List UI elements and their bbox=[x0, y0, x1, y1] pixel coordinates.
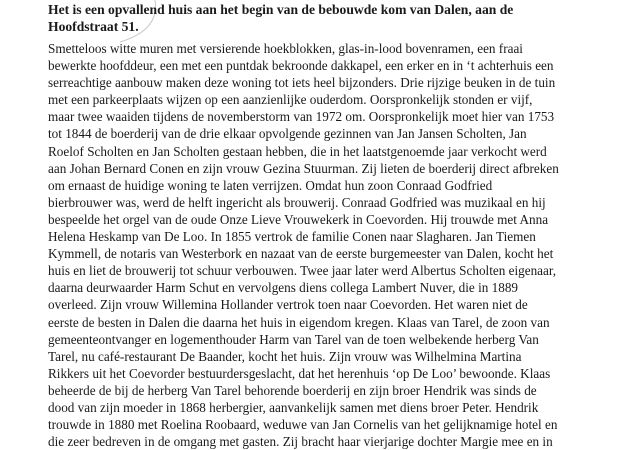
body-line: Smetteloos witte muren met versierende hoekblokken, glas-in-lood bovenramen, een fraai bbox=[48, 41, 523, 56]
body-line: overleed. Zijn vrouw Willemina Hollander vertrok toen naar Coevorden. Het waren niet de bbox=[48, 297, 528, 313]
article-heading bbox=[48, 1, 608, 35]
body-line: Roelof Scholten en Jan Scholten gestaan hebben, die in het laatstgenoemde jaar verkocht werd bbox=[48, 143, 547, 159]
article-body bbox=[48, 40, 608, 450]
body-line: bierbrouwer was, werd de helft ingericht als brouwerij. Conraad Godfried was muzikaal en hij bbox=[48, 194, 546, 210]
body-line: die zeer bedreven in de omgang met gasten. Zij bracht haar vierjarige dochter Margie mee en in bbox=[48, 434, 553, 450]
body-line: tot 1844 de boerderij van de drie elkaar opvolgende gezinnen van Jan Jansen Scholten, Jan bbox=[48, 126, 527, 142]
body-line: beheerde de bij de herberg Van Tarel behorende boerderij en zijn broer Hendrik was sinds de bbox=[48, 382, 537, 398]
body-line: trouwde in 1880 met Roelina Roobaard, weduwe van Jan Cornelis van het gelijknamige hotel en bbox=[48, 417, 558, 433]
body-line: daarna deurwaarder Harm Schut en vervolgens diens collega Lambert Nuver, die in 1889 bbox=[48, 280, 519, 296]
body-line: met een parkeerplaats wijzen op een aanzienlijke ouderdom. Oorspronkelijk stonden er vijf, bbox=[48, 92, 533, 108]
body-line: eerste de besten in Dalen die daarna het huis in eigendom kregen. Klaas van Tarel, de zoon van bbox=[48, 314, 550, 330]
body-line: bewerkte hoofddeur, een met een puntdak bekroonde dakkapel, een erker en in ‘t achterhuis een bbox=[48, 58, 554, 74]
body-line: Helena Heskamp van De Loo. In 1855 vertrok de familie Conen naar Slagharen. Jan Tiemen bbox=[48, 229, 536, 245]
heading-line: Het is een opvallend huis aan het begin van de bebouwde kom van Dalen, aan de bbox=[48, 2, 514, 17]
body-line: aan Johan Bernard Conen en zijn vrouw Gezina Stuurman. Zij lieten de boerderij direct afbreken bbox=[48, 160, 559, 176]
body-line: dood van zijn moeder in 1868 herbergier, aanvankelijk samen met diens broer Peter. Hendrik bbox=[48, 399, 539, 415]
body-line: Kymmell, de notaris van Westerbork en nazaat van de eerste burgemeester van Dalen, kocht het bbox=[48, 246, 554, 262]
body-line: serreachtige aanbouw maken deze woning tot iets heel bijzonders. Drie rijzige beuken in de tuin bbox=[48, 75, 556, 91]
body-line: gemeenteontvanger en logementhouder Harm van Tarel van de toen welbekende herberg Van bbox=[48, 331, 539, 347]
body-line: Rikkers uit het Coevorder bestuurdersgeslacht, dat het herenhuis ‘op De Loo’ bewoonde. Klaas bbox=[48, 365, 551, 381]
heading-line: Hoofdstraat 51. bbox=[48, 19, 139, 34]
body-line: Tarel, nu café-restaurant De Baander, kocht het huis. Zijn vrouw was Wilhelmina Martina bbox=[48, 348, 522, 364]
body-line: huis en liet de brouwerij tot schuur verbouwen. Twee jaar later werd Albertus Scholten eigenaar, bbox=[48, 263, 557, 279]
body-line: om ernaast de huidige woning te laten verrijzen. Omdat hun zoon Conraad Godfried bbox=[48, 177, 493, 193]
body-line: bespeelde het orgel van de oude Onze Lieve Vrouwekerk in Coevorden. Hij trouwde met Anna bbox=[48, 211, 549, 227]
body-line: maar twee waaiden tijdens de novemberstorm van 1972 om. Oorspronkelijk moet hier van 1753 bbox=[48, 109, 555, 125]
